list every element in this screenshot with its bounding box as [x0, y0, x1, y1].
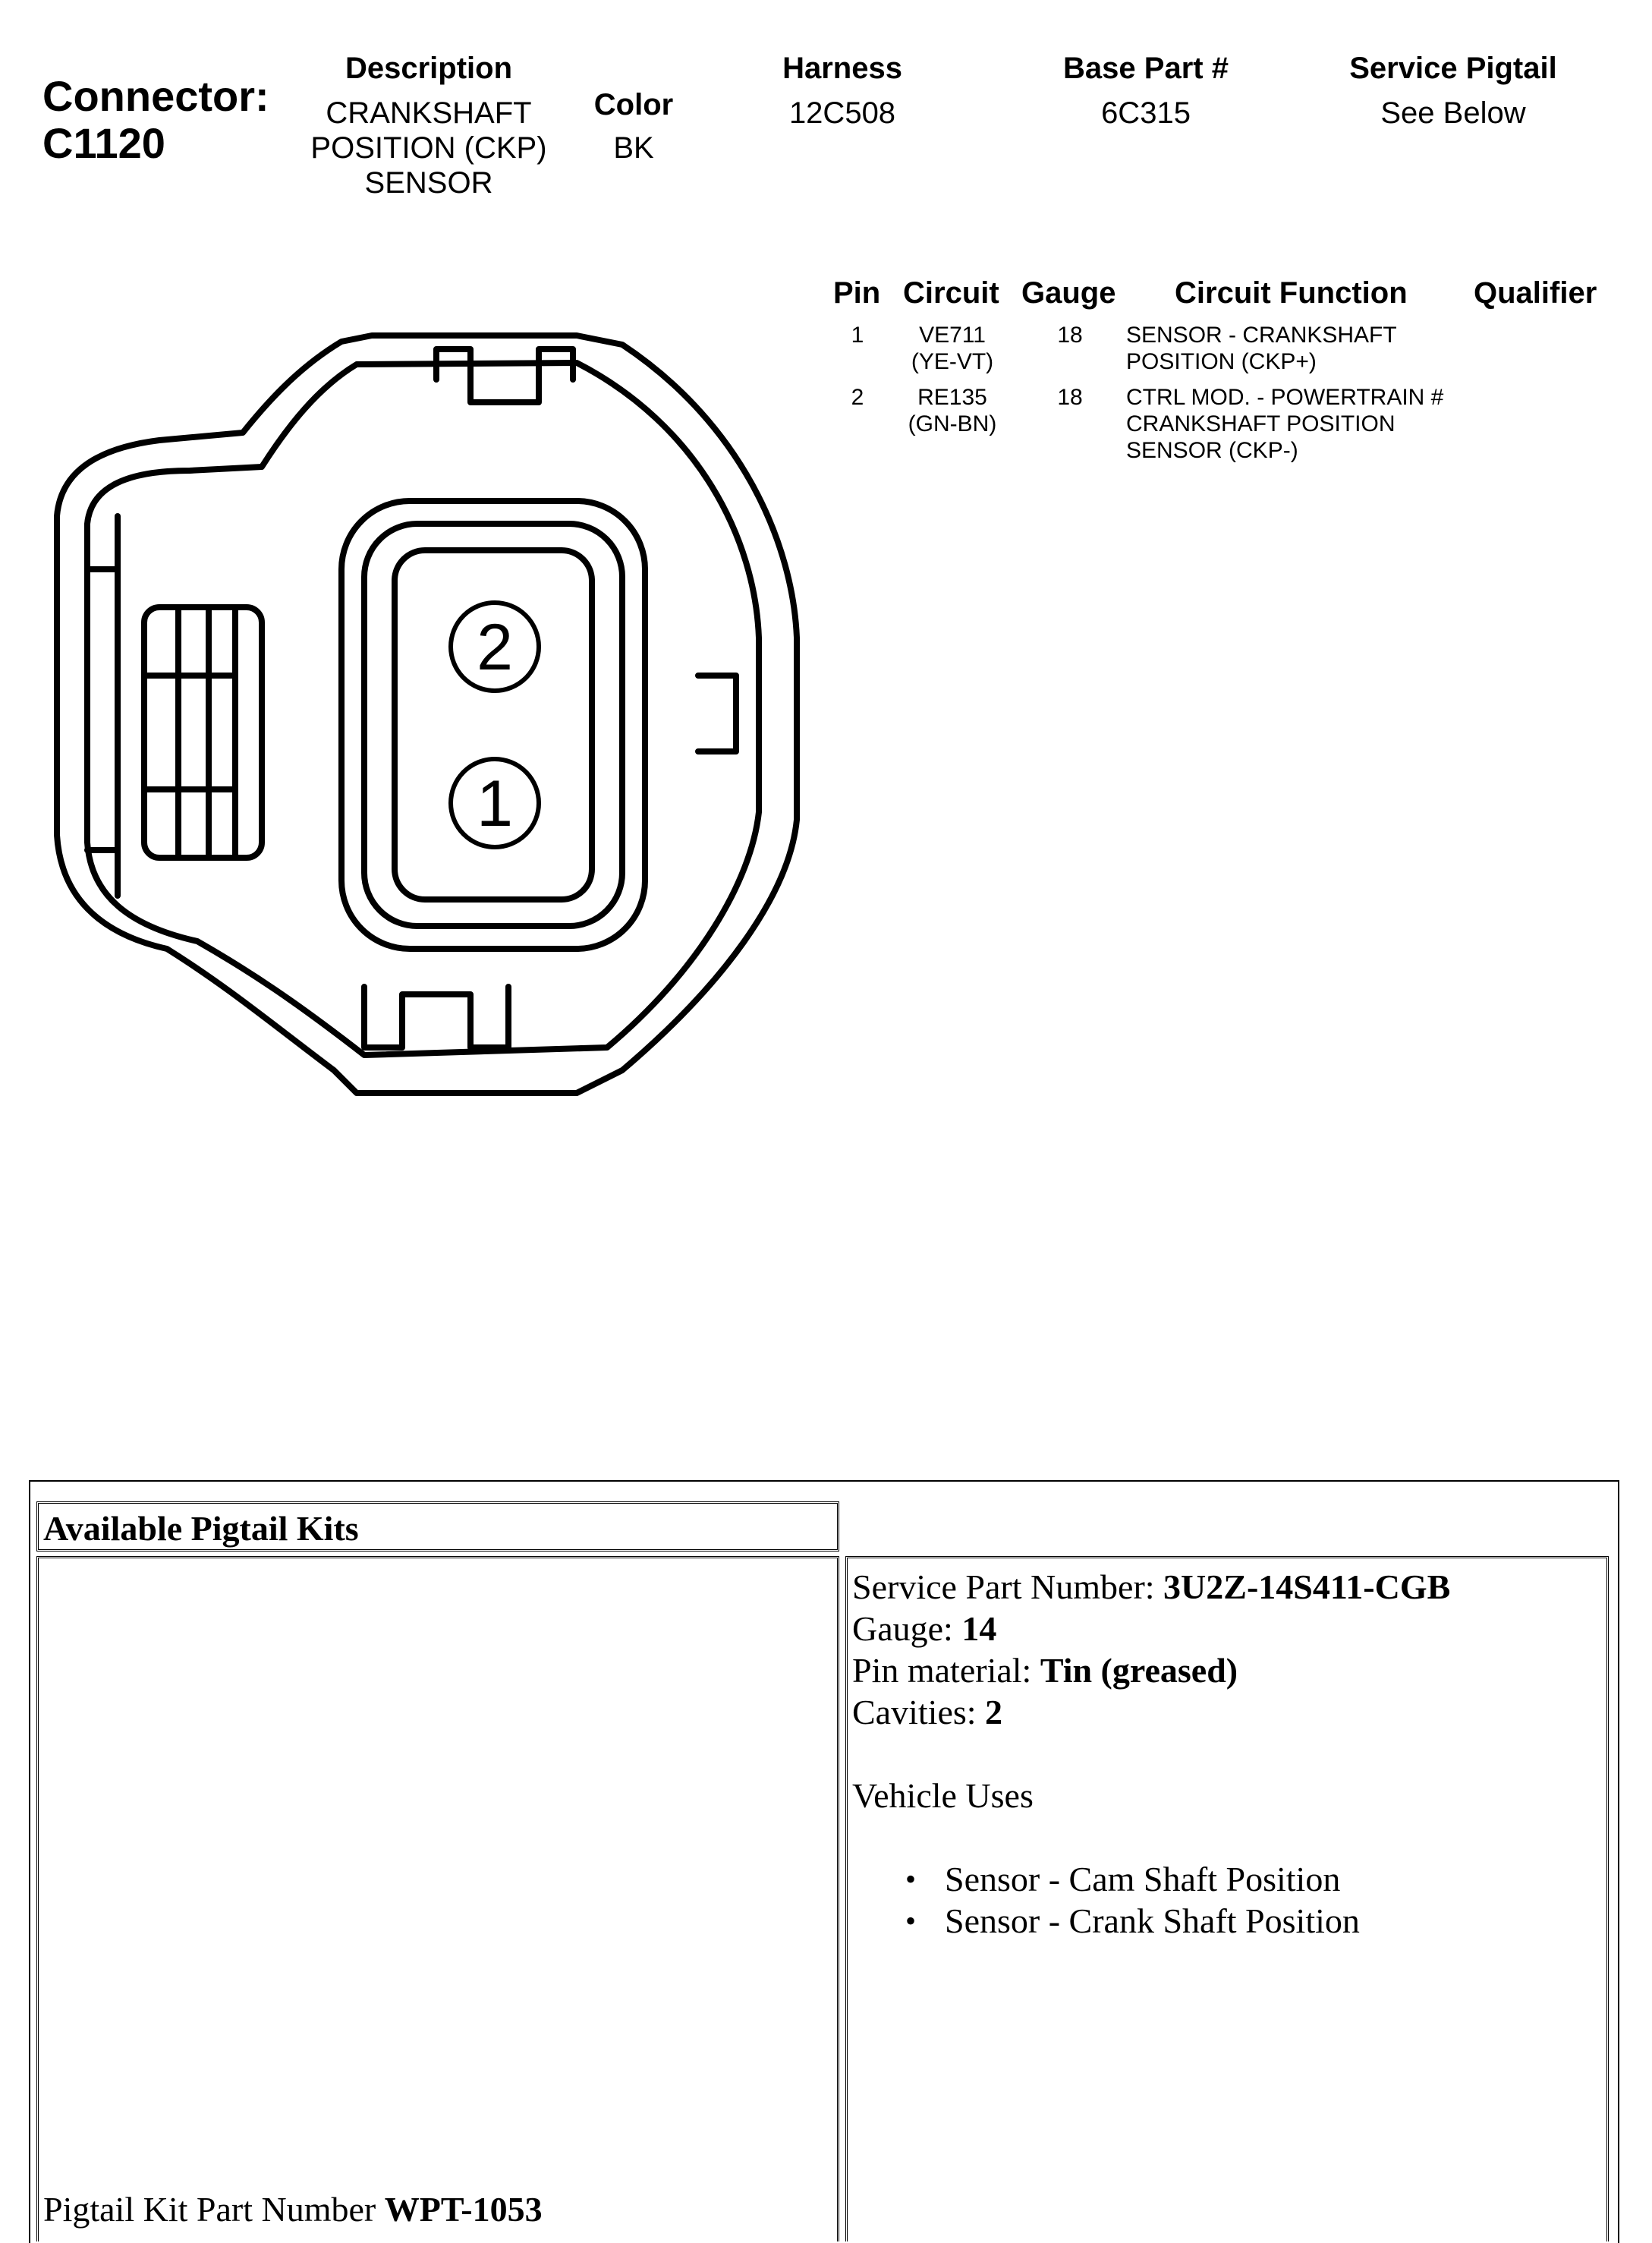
description-value — [288, 96, 569, 200]
circuit-id: VE711 — [919, 323, 986, 348]
gauge-cell: 18 — [1057, 323, 1083, 348]
cavities — [852, 1691, 1606, 1733]
vehicle-uses-heading: Vehicle Uses — [852, 1776, 1034, 1815]
circuit-id: RE135 — [917, 385, 987, 410]
function-line: SENSOR (CKP-) — [1126, 438, 1298, 463]
list-item: • Sensor - Cam Shaft Position — [899, 1858, 1606, 1900]
left-lock-frame — [87, 569, 118, 850]
circuit-cell — [895, 384, 1009, 437]
kit-part-number — [43, 2188, 543, 2230]
circuit-color: (GN-BN) — [908, 411, 997, 436]
service-part-value: 3U2Z-14S411-CGB — [1163, 1567, 1451, 1606]
gauge-header: Gauge — [1021, 276, 1116, 310]
cavity-block-mid — [364, 524, 622, 926]
connector-id: C1120 — [42, 119, 165, 167]
pin-number: 1 — [851, 323, 864, 348]
harness-header: Harness — [782, 52, 902, 85]
bottom-latch — [364, 987, 508, 1047]
pin-number: 2 — [851, 385, 864, 410]
circuit-header: Circuit — [903, 276, 999, 310]
description-line: CRANKSHAFT — [326, 96, 532, 130]
function-line: CTRL MOD. - POWERTRAIN # — [1126, 385, 1444, 410]
connector-title — [42, 73, 269, 167]
qualifier-header: Qualifier — [1474, 276, 1597, 310]
color-header: Color — [593, 88, 674, 121]
description-header: Description — [345, 52, 513, 85]
circuit-function-cell — [1126, 322, 1397, 375]
cavity-block-outer — [341, 501, 645, 949]
kit-part-value: WPT-1053 — [384, 2190, 543, 2229]
service-part-number — [852, 1566, 1606, 1608]
left-lock-lines — [144, 607, 235, 858]
color-value: BK — [613, 131, 654, 165]
circuit-cell — [895, 322, 1009, 375]
function-line: CRANKSHAFT POSITION — [1126, 411, 1396, 436]
cavities-value: 2 — [985, 1693, 1003, 1731]
kit-gauge-label: Gauge: — [852, 1609, 962, 1648]
connector-face-diagram — [46, 319, 812, 1108]
circuit-function-cell — [1126, 384, 1443, 464]
function-line: POSITION (CKP+) — [1126, 349, 1317, 374]
harness-value: 12C508 — [788, 96, 896, 130]
description-line: POSITION (CKP) — [310, 131, 547, 165]
left-lock-body — [144, 607, 262, 858]
right-tab — [698, 676, 736, 751]
pigtail-kits-title: Available Pigtail Kits — [43, 1509, 359, 1548]
pin-material-label: Pin material: — [852, 1651, 1040, 1690]
pin-material-value: Tin (greased) — [1040, 1651, 1238, 1690]
list-item: • Sensor - Crank Shaft Position — [899, 1900, 1606, 1942]
service-pigtail-value: See Below — [1380, 96, 1526, 130]
connector-label: Connector: — [42, 72, 269, 120]
function-line: SENSOR - CRANKSHAFT — [1126, 323, 1397, 348]
kit-part-label: Pigtail Kit Part Number — [43, 2190, 385, 2229]
pin-header: Pin — [833, 276, 881, 310]
pigtail-kit-image-cell — [36, 1556, 839, 2241]
cavities-label: Cavities: — [852, 1693, 986, 1731]
service-part-label: Service Part Number: — [852, 1567, 1164, 1606]
description-line: SENSOR — [364, 166, 493, 200]
kit-gauge — [852, 1608, 1606, 1649]
circuit-color: (YE-VT) — [911, 349, 994, 374]
pigtail-kit-details-cell — [845, 1556, 1609, 2241]
base-part-value: 6C315 — [1101, 96, 1191, 130]
base-part-header: Base Part # — [1063, 52, 1229, 85]
kit-gauge-value: 14 — [961, 1609, 997, 1648]
pin-material — [852, 1649, 1606, 1691]
service-pigtail-header: Service Pigtail — [1349, 52, 1557, 85]
cavity-2-label: 2 — [477, 611, 513, 684]
pigtail-kits-title-cell — [36, 1501, 839, 1552]
circuit-function-header: Circuit Function — [1175, 276, 1408, 310]
gauge-cell: 18 — [1057, 385, 1083, 410]
vehicle-uses-list — [899, 1858, 1606, 1942]
top-latch — [436, 349, 573, 402]
cavity-1-label: 1 — [477, 767, 513, 840]
